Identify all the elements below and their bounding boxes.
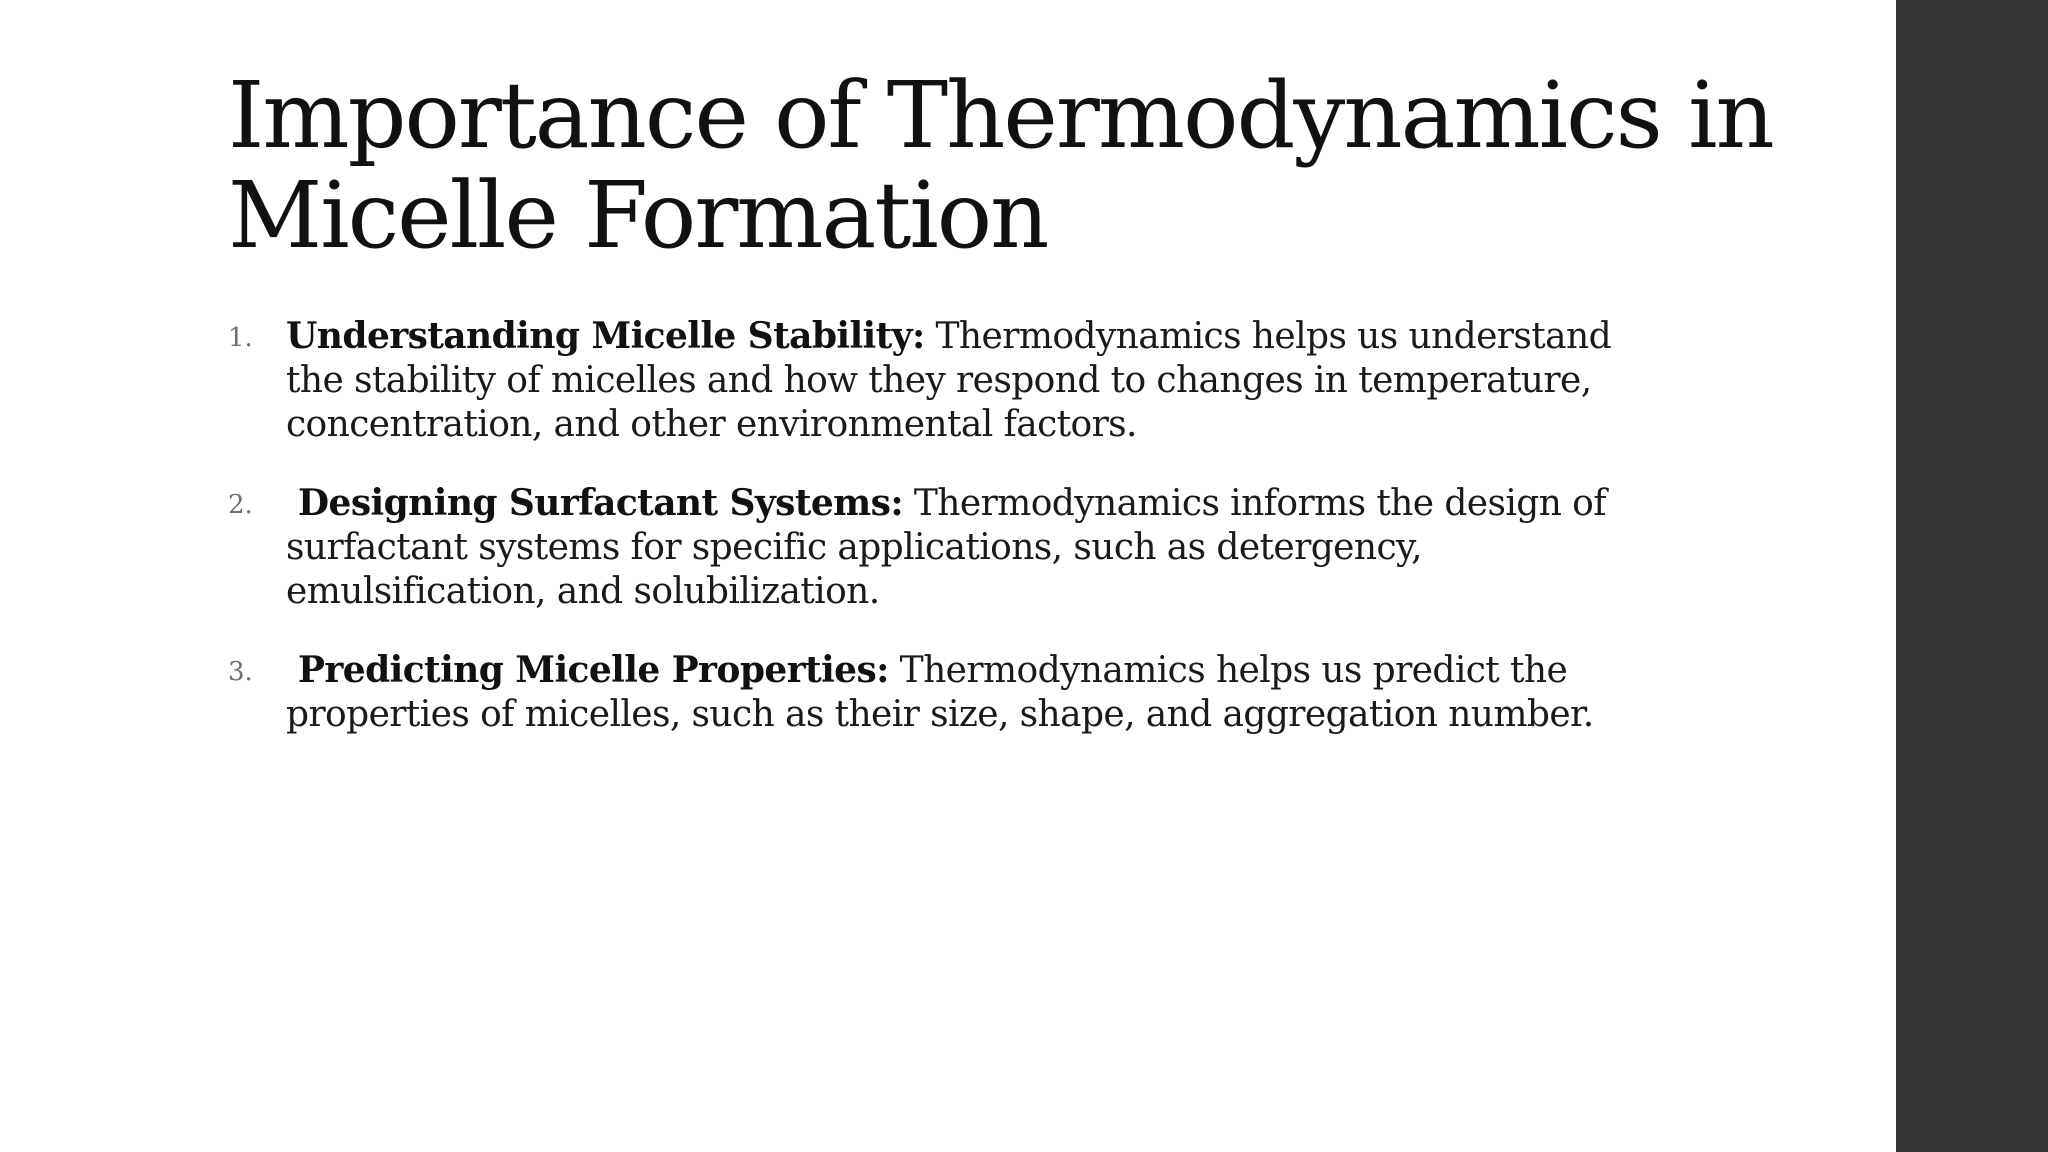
numbered-list xyxy=(228,314,1658,771)
point-heading: Understanding Micelle Stability: xyxy=(286,315,925,357)
list-number: 3. xyxy=(228,657,253,687)
point-text: Thermodynamics helps us predict the properties of micelles, such as their size, shape, and aggregation number. xyxy=(286,650,1594,735)
list-item xyxy=(228,648,1658,737)
slide-title: Importance of Thermodynamics in Micelle Formation xyxy=(228,62,1773,269)
point-heading: Designing Surfactant Systems: xyxy=(286,482,904,524)
point-text: Thermodynamics helps us understand the stability of micelles and how they respond to changes in temperature, concentration, and other environmental factors. xyxy=(286,316,1612,445)
point-text: Thermodynamics informs the design of surfactant systems for specific applications, such as detergency, emulsification, and solubilization. xyxy=(286,483,1606,612)
list-item xyxy=(228,314,1658,447)
accent-side-bar xyxy=(1896,0,2048,1152)
list-item xyxy=(228,481,1658,614)
list-number: 1. xyxy=(228,323,253,353)
point-heading: Predicting Micelle Properties: xyxy=(286,649,889,691)
list-number: 2. xyxy=(228,490,253,520)
